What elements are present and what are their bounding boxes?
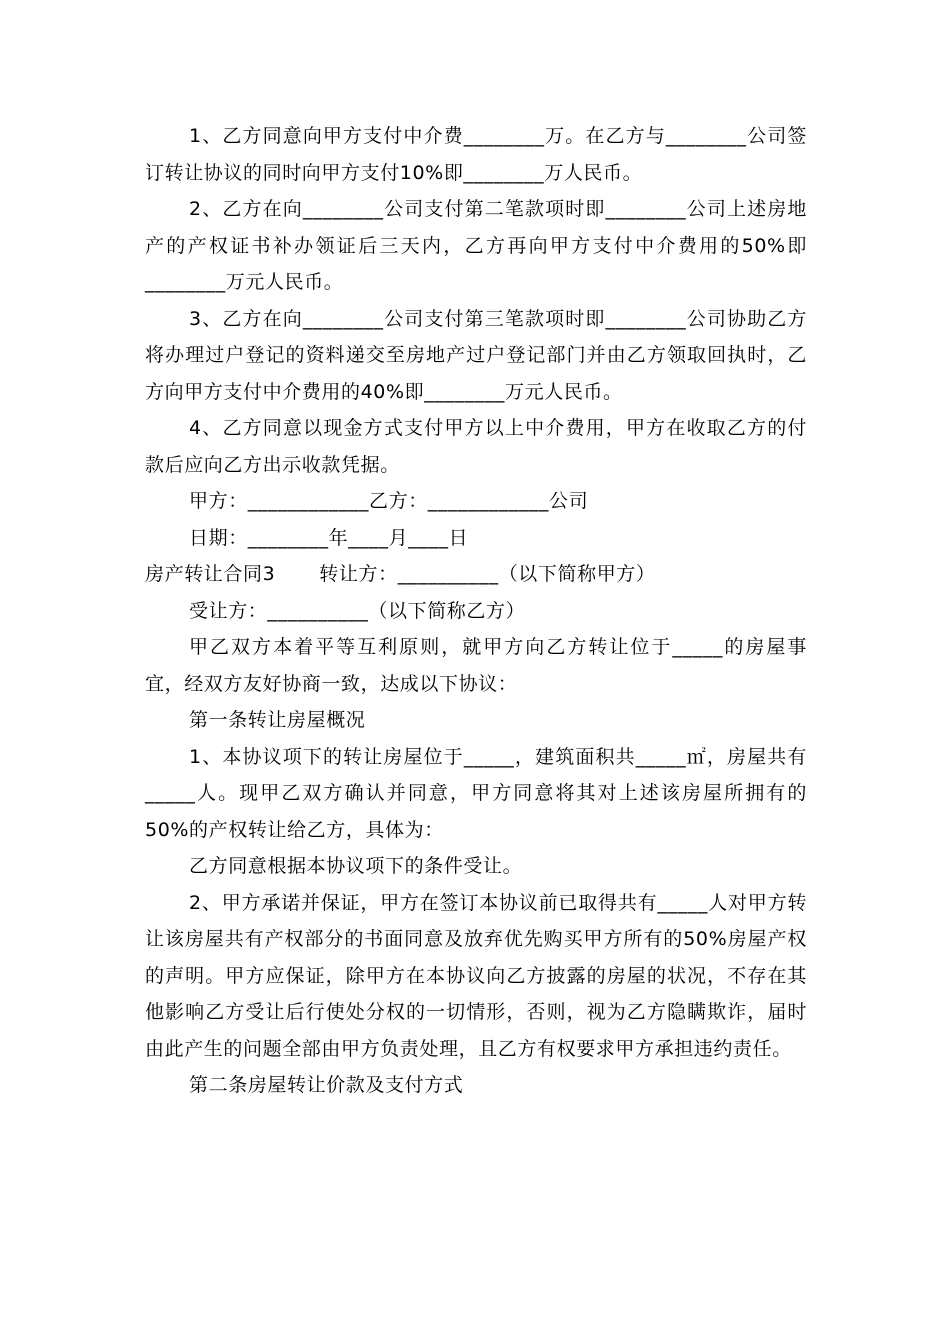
article-2-heading: 第二条房屋转让价款及支付方式	[189, 1074, 464, 1096]
article-1-heading: 第一条转让房屋概况	[189, 709, 366, 731]
signature-line-date: 日期：________年____月____日	[189, 526, 469, 549]
transferor-line: 转让方：__________（以下简称甲方）	[319, 563, 656, 585]
paragraph-article-1-acceptance: 乙方同意根据本协议项下的条件受让。	[189, 855, 523, 877]
contract-heading-line	[145, 556, 807, 593]
paragraph-fee-clause-2: 2、乙方在向________公司支付第二笔款项时即________公司上述房地产的产权证书补办领证后三天内，乙方再向甲方支付中介费用的50%即________万元人民币。	[145, 198, 807, 293]
transferee-line: 受让方：__________（以下简称乙方）	[189, 599, 526, 622]
paragraph-fee-clause-1: 1、乙方同意向甲方支付中介费________万。在乙方与________公司签订转让协议的同时向甲方支付10%即________万人民币。	[145, 125, 807, 184]
document-body	[145, 118, 807, 1104]
paragraph-article-1-clause-2: 2、甲方承诺并保证，甲方在签订本协议前已取得共有_____人对甲方转让该房屋共有产权部分的书面同意及放弃优先购买甲方所有的50%房屋产权的声明。甲方应保证，除甲方在本协议向乙方披露的房屋的状况，不存在其他影响乙方受让后行使处分权的一切情形，否则，视为乙方隐瞒欺诈，届时由此产生的问题全部由甲方负责处理，且乙方有权要求甲方承担违约责任。	[145, 891, 807, 1060]
signature-line-parties: 甲方：____________乙方：____________公司	[189, 490, 589, 512]
paragraph-preamble: 甲乙双方本着平等互利原则，就甲方向乙方转让位于_____的房屋事宜，经双方友好协商一致，达成以下协议：	[145, 636, 807, 695]
paragraph-fee-clause-4: 4、乙方同意以现金方式支付甲方以上中介费用，甲方在收取乙方的付款后应向乙方出示收款凭据。	[145, 417, 807, 476]
contract-title: 房产转让合同3	[145, 563, 276, 585]
paragraph-article-1-clause-1: 1、本协议项下的转让房屋位于_____，建筑面积共_____㎡，房屋共有_____人。现甲乙双方确认并同意，甲方同意将其对上述该房屋所拥有的50%的产权转让给乙方，具体为：	[145, 745, 807, 841]
paragraph-fee-clause-3: 3、乙方在向________公司支付第三笔款项时即________公司协助乙方将办理过户登记的资料递交至房地产过户登记部门并由乙方领取回执时，乙方向甲方支付中介费用的40%即________万元人民币。	[145, 307, 807, 403]
